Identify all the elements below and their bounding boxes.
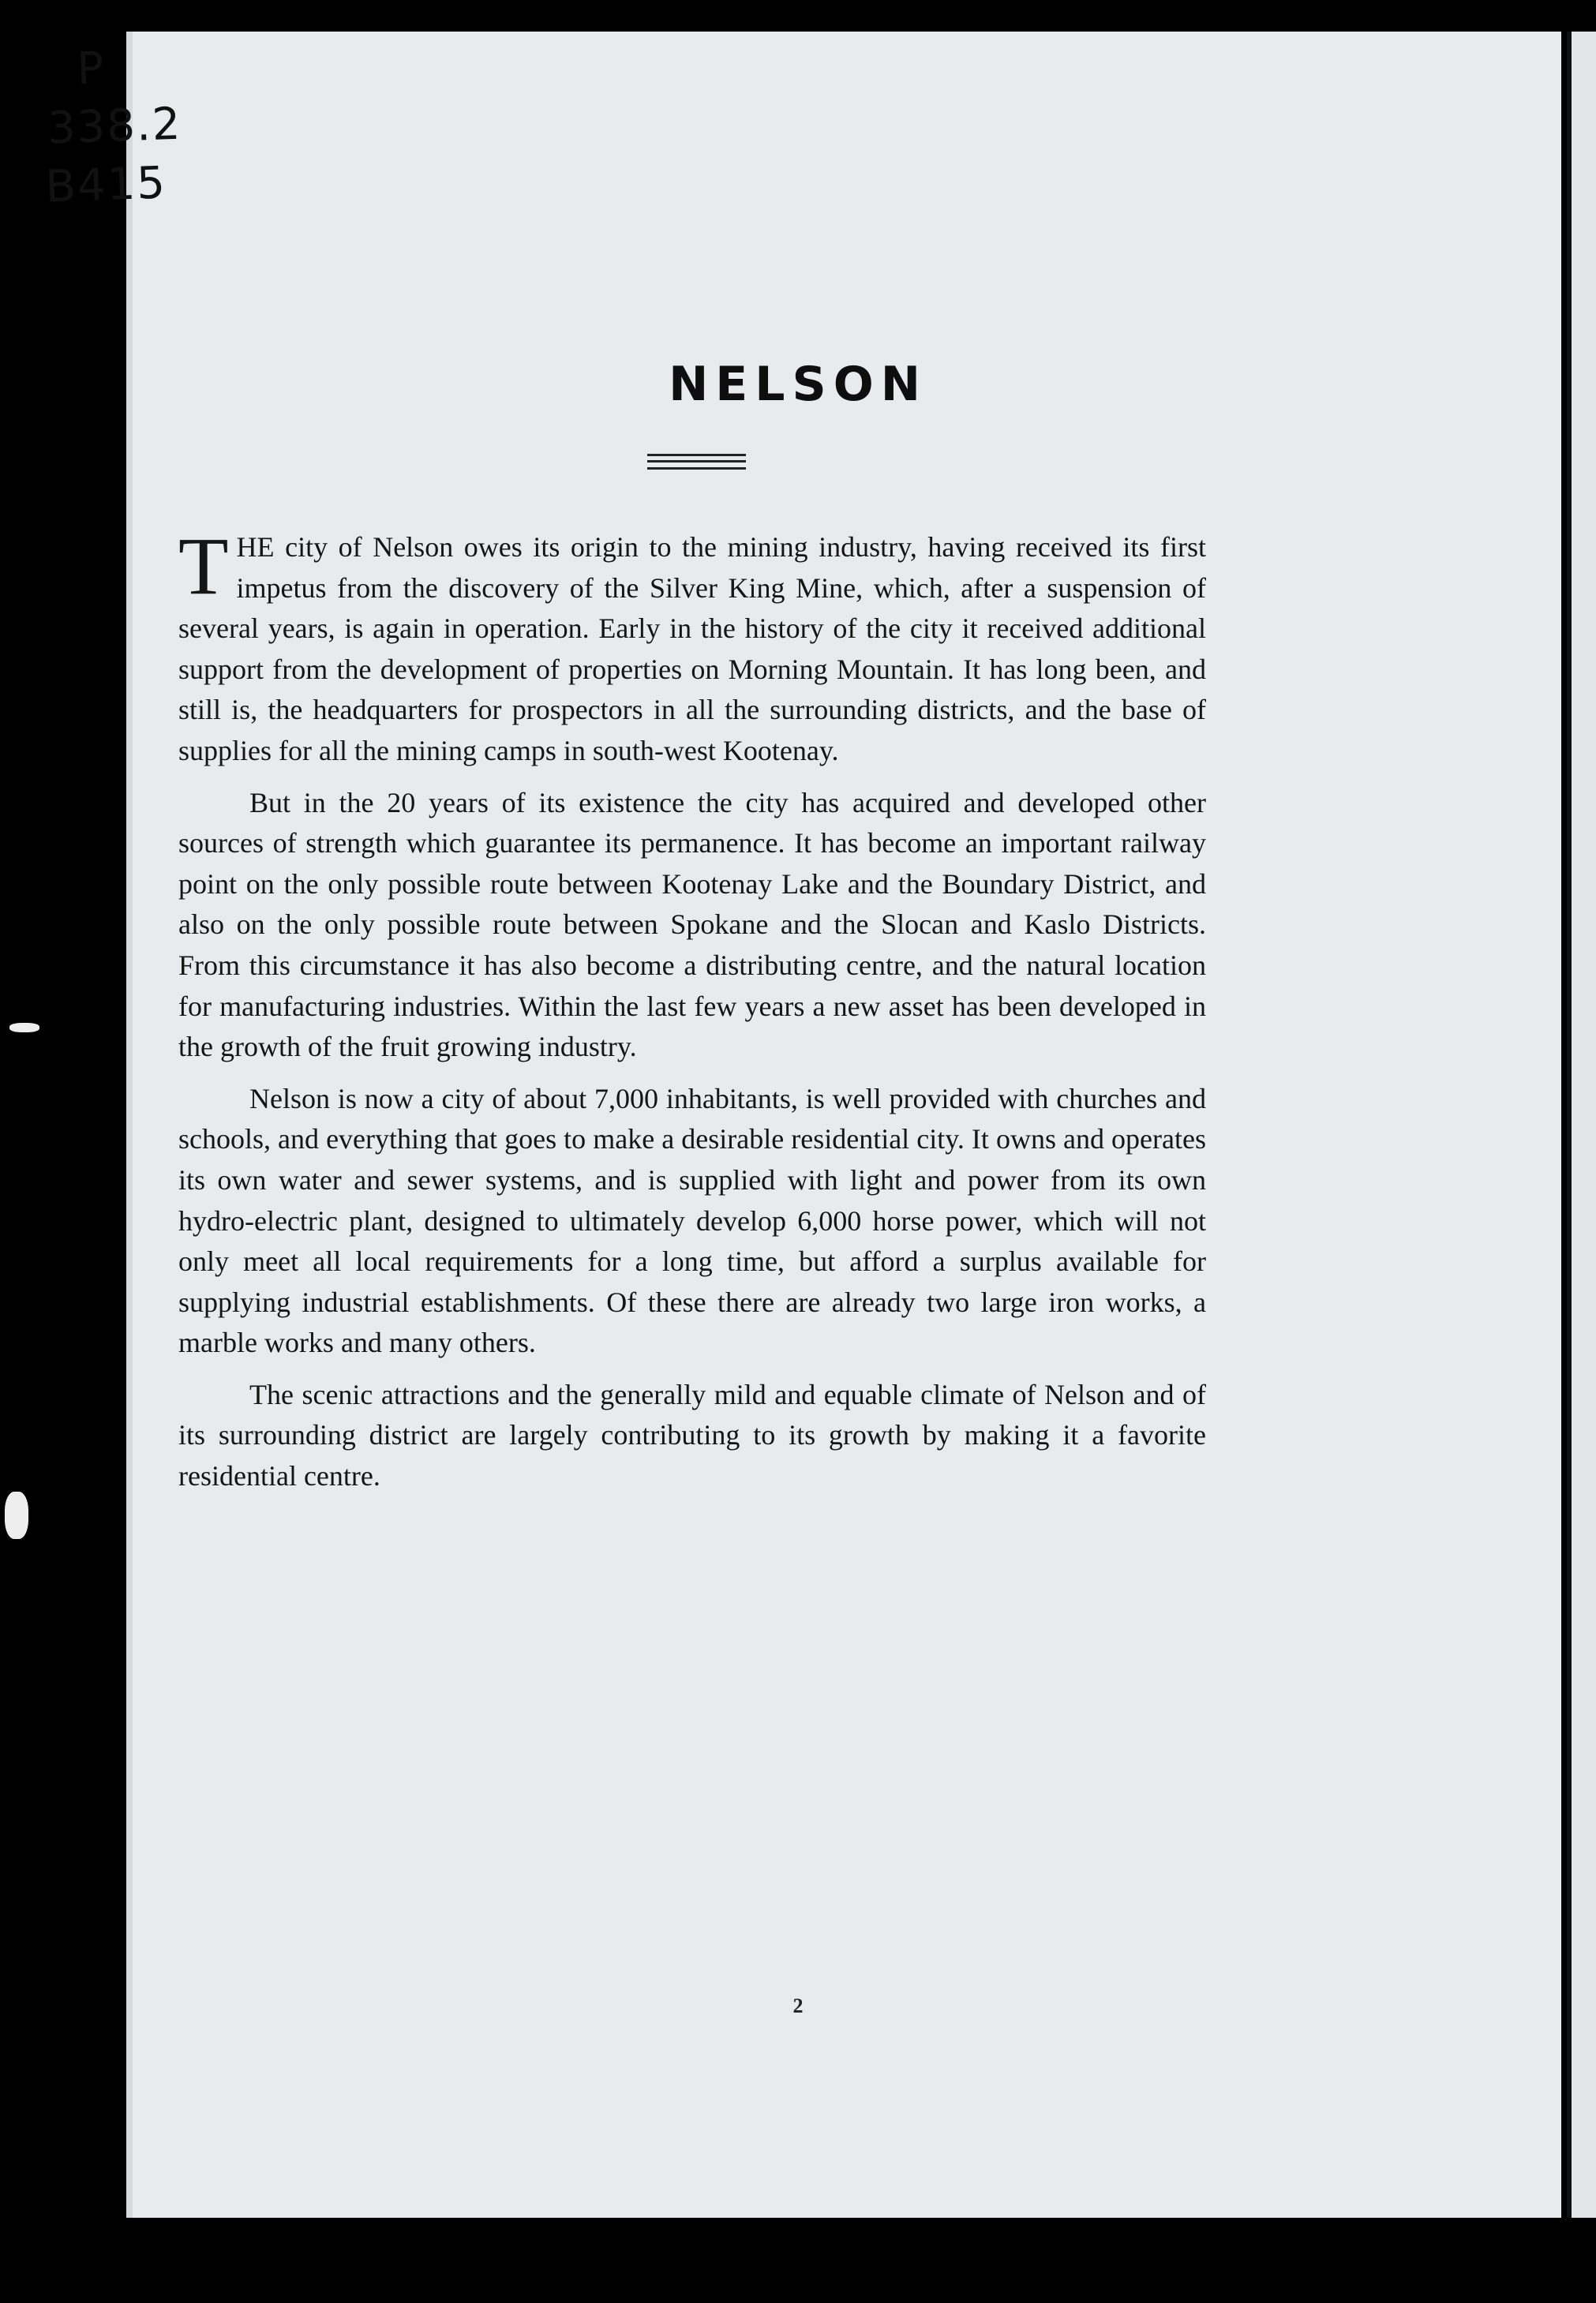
call-number-line: P	[76, 42, 107, 95]
scan-artifact	[9, 1023, 39, 1032]
page-number: 2	[792, 1994, 804, 2017]
drop-cap: T	[178, 521, 229, 612]
paragraph: The scenic attractions and the generally mild and equable climate of Nelson and of its surrounding district are largely contributing to its growth by making it a favorite residential centre.	[178, 1378, 1206, 1492]
paragraph	[178, 521, 1206, 772]
title-rule	[647, 454, 746, 470]
paragraph-text: HE city of Nelson owes its origin to the mining industry, having received its first impetus from the discovery of the Silver King Mine, which, after a suspension of several years, is again in operation. Early in the history of the city it received additional support from the development of properties on Morning Mountain. It has long been, and still is, the headquarters for prospectors in all the surrounding districts, and the base of supplies for all the mining camps in south-west Kootenay.	[178, 531, 1206, 766]
paragraph: But in the 20 years of its existence the city has acquired and developed other sources of strength which guarantee its permanence. It has become an important railway point on the only possible route between Kootenay Lake and the Boundary District, and also on the only possible route between Spokane and the Slocan and Kaslo Districts. From this circumstance it has also become a distributing centre, and the natural location for manufacturing industries. Within the last few years a new asset has been developed in the growth of the fruit growing industry.	[178, 786, 1206, 1063]
page-title: NELSON	[669, 357, 927, 412]
article-body	[178, 521, 1206, 1508]
handwritten-call-number	[24, 37, 185, 218]
scan-artifact	[5, 1492, 28, 1539]
call-number-line: 338.2	[46, 98, 183, 155]
call-number-line: B415	[44, 157, 167, 213]
paragraph: Nelson is now a city of about 7,000 inhabitants, is well provided with churches and schools, and everything that goes to make a desirable residential city. It owns and operates its own water and sewer systems, and is supplied with light and power from its own hydro-electric plant, designed to ultimately develop 6,000 horse power, which will not only meet all local requirements for a long time, but afford a surplus available for supplying industrial establishments. Of these there are already two large iron works, a marble works and many others.	[178, 1082, 1206, 1359]
